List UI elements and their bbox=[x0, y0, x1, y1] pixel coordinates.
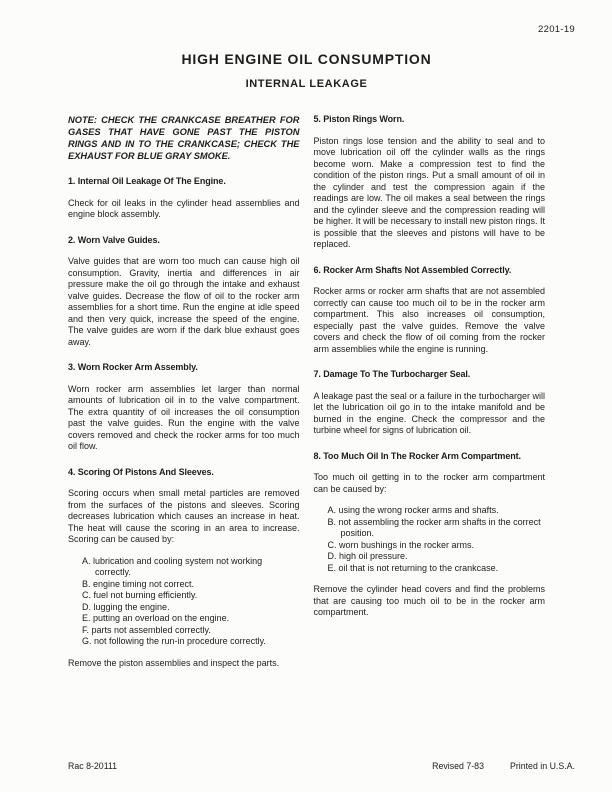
section-heading: 1. Internal Oil Leakage Of The Engine. bbox=[68, 176, 226, 186]
list-item: B. not assembling the rocker arm shafts in the correct position. bbox=[327, 516, 541, 538]
section-heading: 6. Rocker Arm Shafts Not Assembled Correctly. bbox=[313, 264, 512, 275]
list-item: C. worn bushings in the rocker arms. bbox=[327, 539, 475, 550]
section-worn-rocker-arm-assembly bbox=[68, 362, 300, 453]
page-title: HIGH ENGINE OIL CONSUMPTION bbox=[181, 51, 432, 67]
section-paragraph: Rocker arms or rocker arm shafts that are not assembled correctly can cause too much oil to be in the rocker arm compartment. This also increases oil consumption, especially past the valve guides. Remove the valve covers and check the flow of oil coming from the rocker arm assemblies while the engine is running. bbox=[313, 286, 545, 354]
list-item: E. putting an overload on the engine. bbox=[82, 613, 230, 623]
list-item: B. engine timing not correct. bbox=[82, 578, 195, 589]
list-item: G. not following the run-in procedure correctly. bbox=[82, 636, 266, 646]
list-item: F. parts not assembled correctly. bbox=[82, 624, 211, 635]
section-paragraph: Valve guides that are worn too much can cause high oil consumption. Gravity, inertia and differences in air pressure make the oil go through the intake and exhaust valve guides. Decrease the flow of oil to the rocker arm assemblies for a short time. Run the engine at idle speed and then very quick, increase the speed of the engine. The valve guides are worn if the dark blue exhaust goes away. bbox=[68, 256, 300, 347]
section-internal-oil-leakage bbox=[68, 176, 300, 221]
page-subtitle: INTERNAL LEAKAGE bbox=[245, 77, 368, 90]
right-column bbox=[314, 114, 546, 683]
list-item: D. lugging the engine. bbox=[82, 601, 170, 612]
footer-revised-date: Revised 7-83 bbox=[432, 760, 484, 771]
scoring-causes-list bbox=[82, 556, 300, 648]
crankcase-breather-note: NOTE: CHECK THE CRANKCASE BREATHER FOR GASES THAT HAVE GONE PAST THE PISTON RINGS AND IN TO THE CRANKCASE; CHECK THE EXHAUST FOR BLUE GRAY SMOKE. bbox=[68, 115, 300, 161]
section-heading: 4. Scoring Of Pistons And Sleeves. bbox=[68, 466, 214, 477]
list-item: C. fuel not burning efficiently. bbox=[82, 590, 198, 600]
section-worn-valve-guides bbox=[68, 235, 300, 349]
left-column bbox=[68, 114, 300, 683]
list-item: D. high oil pressure. bbox=[327, 551, 408, 561]
section-heading: 2. Worn Valve Guides. bbox=[68, 234, 160, 245]
section-paragraph: Piston rings lose tension and the ability to seal and to move lubrication oil off the cylinder walls as the rings become worn. Make a compression test to find the condition of the piston rings. Put a small amount of oil in the cylinder and test the compression again if the readings are low. The oil makes a seal between the rings and the cylinder sleeve and the compression reading will be higher. It will be necessary to install new piston rings. It is possible that the sleeves and pistons will have to be replaced. bbox=[313, 135, 545, 249]
section-paragraph: A leakage past the seal or a failure in the turbocharger will let the lubrication oil go in to the intake manifold and be burned in the engine. Check the compressor and the turbine wheel for signs of lubrication oil. bbox=[313, 390, 545, 435]
section-paragraph: Check for oil leaks in the cylinder head assemblies and engine block assembly. bbox=[68, 197, 300, 219]
section-heading: 8. Too Much Oil In The Rocker Arm Compartment. bbox=[313, 450, 521, 461]
section-heading: 3. Worn Rocker Arm Assembly. bbox=[68, 362, 198, 372]
section-paragraph: Worn rocker arm assemblies let larger than normal amounts of lubrication oil in to the valve compartment. The extra quantity of oil increases the oil consumption past the valve guides. Run the engine with the valve covers removed and check the rocker arms for too much oil flow. bbox=[68, 383, 300, 451]
page-footer bbox=[68, 761, 575, 773]
footer-right-group bbox=[432, 761, 575, 773]
page-number: 2201-19 bbox=[538, 24, 575, 35]
section-scoring-pistons-sleeves bbox=[68, 467, 300, 670]
section-turbocharger-seal bbox=[314, 369, 546, 437]
oil-causes-list bbox=[328, 505, 546, 574]
section-paragraph: Remove the piston assemblies and inspect the parts. bbox=[68, 657, 280, 668]
section-heading: 7. Damage To The Turbocharger Seal. bbox=[313, 369, 471, 379]
list-item: A. using the wrong rocker arms and shafts. bbox=[327, 505, 499, 515]
list-item: A. lubrication and cooling system not working correctly. bbox=[82, 555, 263, 577]
list-item: E. oil that is not returning to the crankcase. bbox=[327, 562, 499, 573]
footer-printed-in: Printed in U.S.A. bbox=[509, 760, 575, 771]
section-paragraph: Too much oil getting in to the rocker arm compartment can be caused by: bbox=[313, 472, 545, 494]
two-column-layout bbox=[68, 114, 545, 683]
section-piston-rings-worn bbox=[314, 114, 546, 251]
section-paragraph: Scoring occurs when small metal particles are removed from the surfaces of the pistons and sleeves. Scoring decreases lubrication which causes an increase in heat. The heat will cause the scoring in an area to increase. Scoring can be caused by: bbox=[68, 488, 300, 544]
section-paragraph: Remove the cylinder head covers and find the problems that are causing too much oil to be in the rocker arm compartment. bbox=[313, 584, 545, 617]
section-heading: 5. Piston Rings Worn. bbox=[313, 114, 405, 124]
footer-doc-code: Rac 8-20111 bbox=[68, 760, 118, 771]
section-rocker-arm-shafts bbox=[314, 265, 546, 356]
section-too-much-oil-rocker-arm bbox=[314, 451, 546, 619]
